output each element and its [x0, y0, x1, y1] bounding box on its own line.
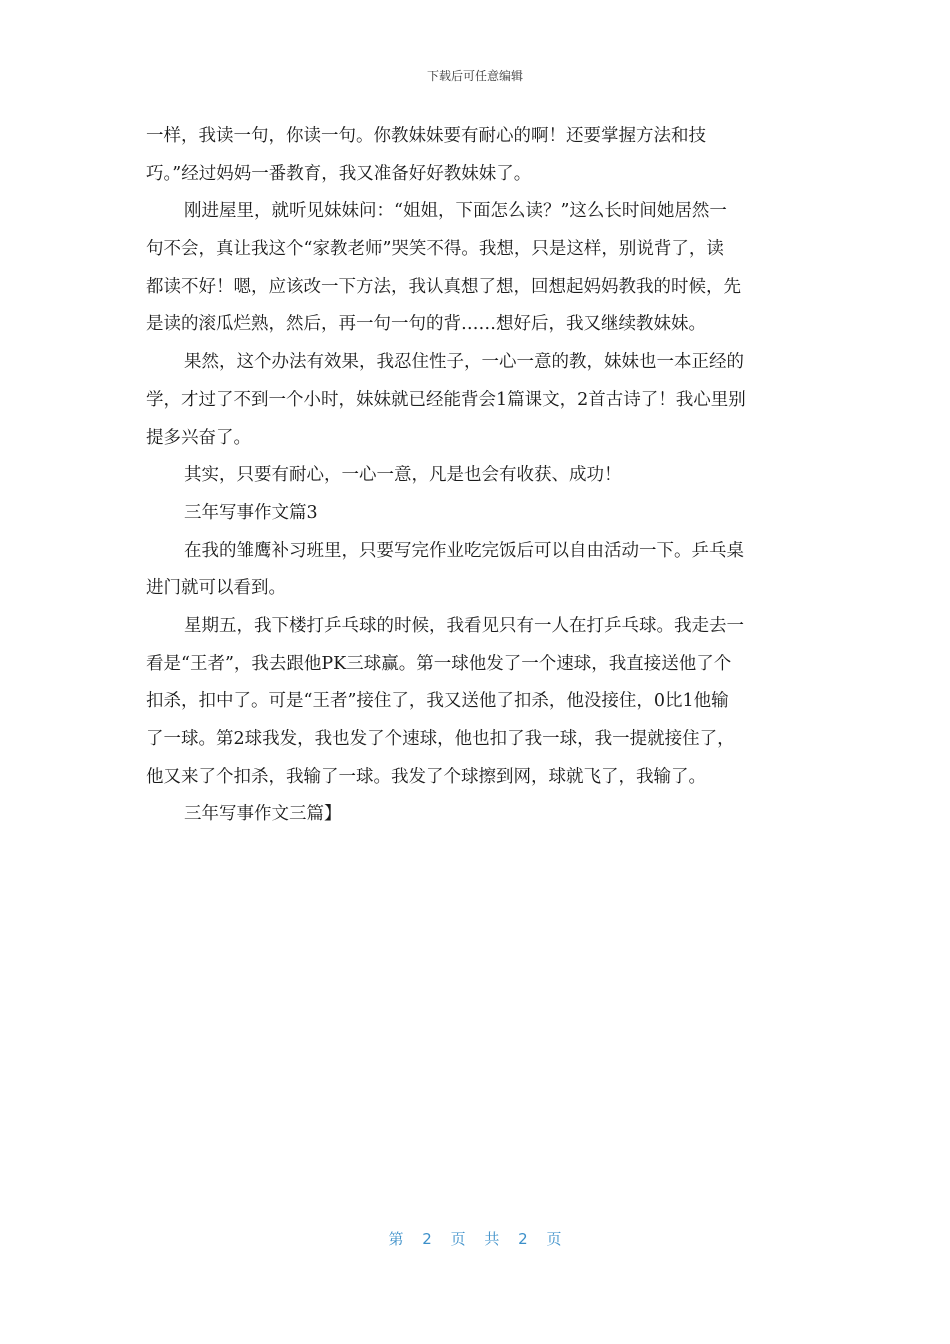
text-line: 提多兴奋了。 [146, 427, 251, 448]
text-line: 进门就可以看到。 [146, 578, 286, 599]
text-line: 了一球。第2球我发，我也发了个速球，他也扣了我一球，我一提就接住了， [146, 729, 735, 749]
text-line: 在我的雏鹰补习班里，只要写完作业吃完饭后可以自由活动一下。乒乓桌 [184, 540, 744, 561]
text-line: 都读不好！嗯，应该改一下方法，我认真想了想，回想起妈妈教我的时候，先 [146, 276, 741, 297]
text-line: 学，才过了不到一个小时，妹妹就已经能背会1篇课文，2首古诗了！我心里别 [146, 389, 746, 410]
text-line: 星期五，我下楼打乒乓球的时候，我看见只有一人在打乒乓球。我走去一 [184, 615, 744, 636]
text-line: 巧。”经过妈妈一番教育，我又准备好好教妹妹了。 [146, 163, 532, 184]
text-line: 刚进屋里，就听见妹妹问：“姐姐，下面怎么读？”这么长时间她居然一 [184, 201, 727, 222]
text-line: 扣杀，扣中了。可是“王者”接住了，我又送他了扣杀，他没接住，0比1他输 [146, 691, 729, 712]
page-number-footer: 第 2 页 共 2 页 [388, 1230, 562, 1248]
document-body [146, 118, 810, 834]
text-line: 他又来了个扣杀，我输了一球。我发了个球擦到网，球就飞了，我输了。 [146, 766, 706, 787]
text-line: 句不会，真让我这个“家教老师”哭笑不得。我想，只是这样，别说背了，读 [146, 239, 724, 260]
text-line: 看是“王者”，我去跟他PK三球赢。第一球他发了一个速球，我直接送他了个 [146, 653, 732, 674]
text-line: 其实，只要有耐心，一心一意，凡是也会有收获、成功！ [184, 465, 622, 486]
text-line: 是读的滚瓜烂熟，然后，再一句一句的背……想好后，我又继续教妹妹。 [146, 314, 706, 335]
section-heading: 三年写事作文篇3 [184, 502, 318, 523]
page-header: 下载后可任意编辑 [426, 69, 523, 83]
text-line: 三年写事作文三篇】 [184, 804, 342, 825]
text-line: 果然，这个办法有效果，我忍住性子，一心一意的教，妹妹也一本正经的 [184, 352, 744, 373]
text-line: 一样，我读一句，你读一句。你教妹妹要有耐心的啊！还要掌握方法和技 [146, 126, 706, 146]
